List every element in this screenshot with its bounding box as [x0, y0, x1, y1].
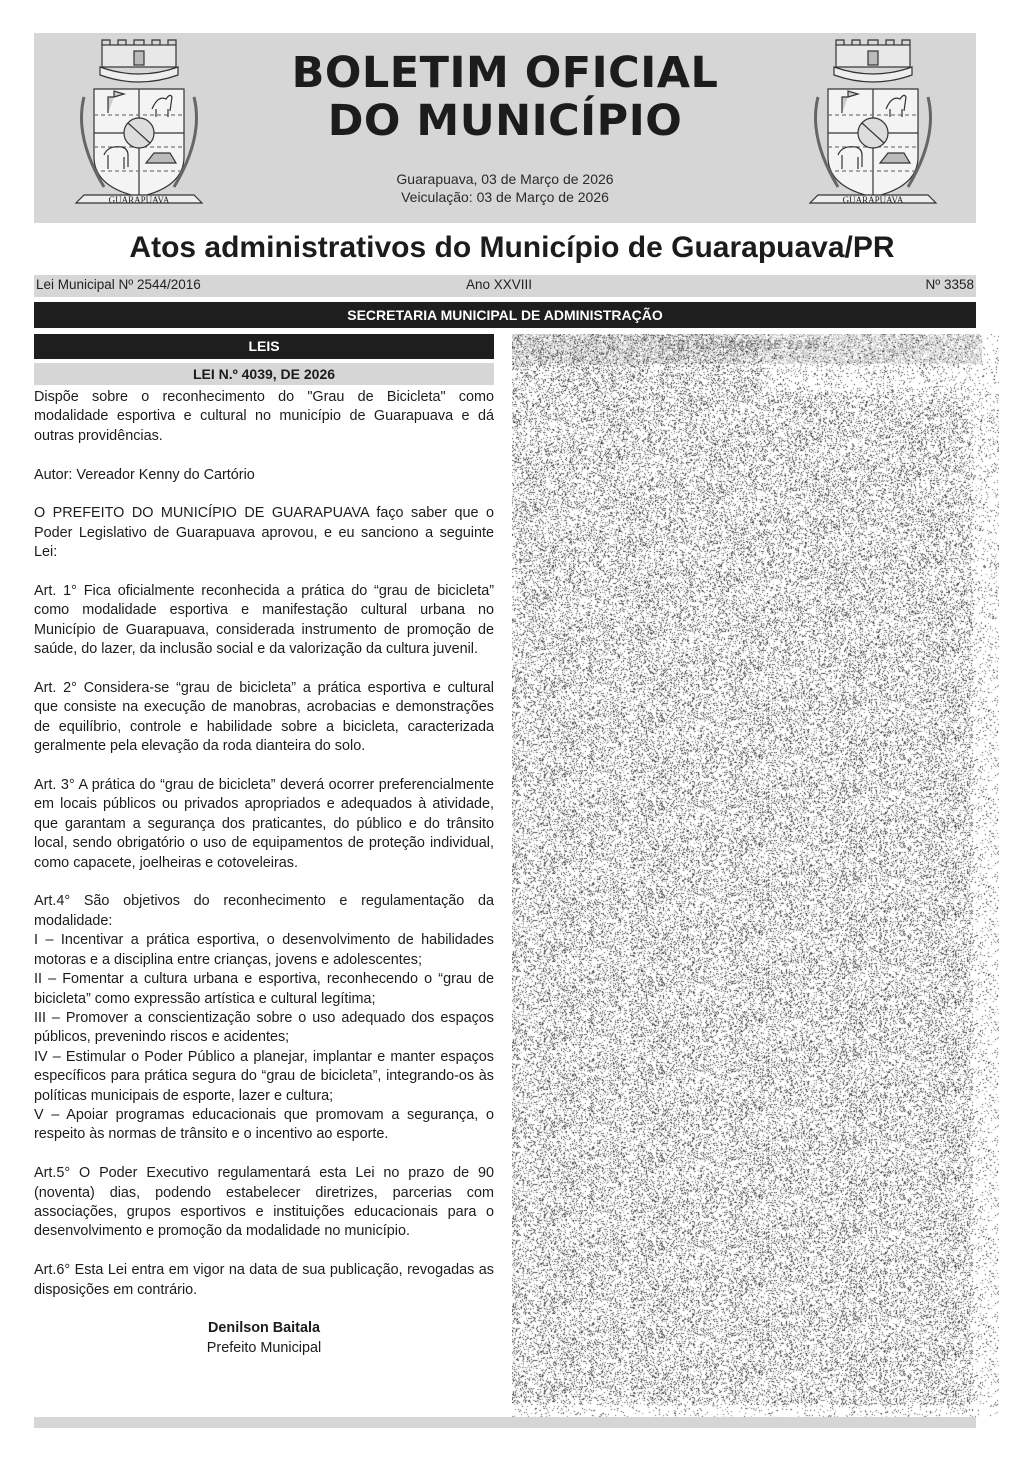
article-3: Art. 3° A prática do “grau de bicicleta” deverá ocorrer preferencialmente em locais públicos ou privados apropriados e adequados à atividade, que garantam a segurança dos praticantes, do público e do trânsito local, sendo obrigatório o uso de equipamentos de proteção individual, como capacete, joelheiras e cotoveleiras. [34, 777, 494, 871]
article-5: Art.5° O Poder Executivo regulamentará esta Lei no prazo de 90 (noventa) dias, podendo estabelecer diretrizes, parcerias com associações, grupos esportivos e instituições educacionais para o desenvolvimento e promoção da modalidade no município. [34, 1165, 494, 1240]
masthead [34, 33, 976, 223]
law-preamble: O PREFEITO DO MUNICÍPIO DE GUARAPUAVA faço saber que o Poder Legislativo de Guarapuava aprovou, e eu sanciono a seguinte Lei: [34, 505, 494, 561]
footer-bar [34, 1417, 976, 1428]
issue-number: Nº 3358 [925, 277, 974, 292]
article-4-item: II – Fomentar a cultura urbana e esportiva, reconhecendo o “grau de bicicleta” como expressão artística e cultural legítima; [34, 971, 494, 1007]
article-4-item: III – Promover a conscientização sobre o uso adequado dos espaços públicos, prevenindo riscos e acidentes; [34, 1009, 494, 1046]
section-header: SECRETARIA MUNICIPAL DE ADMINISTRAÇÃO [34, 302, 976, 328]
circulation-date: Veiculação: 03 de Março de 2026 [401, 189, 609, 205]
law-ementa: Dispõe sobre o reconhecimento do "Grau de Bicicleta" como modalidade esportiva e cultural no município de Guarapuava e dá outras providências. [34, 389, 494, 444]
article-2: Art. 2° Considera-se “grau de bicicleta” a prática esportiva e cultural que consiste na execução de manobras, acrobacias e demonstrações de equilíbrio, controle e habilidade sobre a bicicleta, caracterizada geralmente pela elevação da roda dianteira do solo. [34, 680, 494, 755]
signature-block [34, 1319, 494, 1358]
category-header: LEIS [34, 334, 494, 359]
law-text-column [34, 388, 494, 1358]
article-4-item: V – Apoiar programas educacionais que promovam a segurança, o respeito às normas de trânsito e o incentivo ao esporte. [34, 1106, 494, 1143]
crest-ribbon-text: GUARAPUAVA [842, 195, 904, 205]
law-title: LEI N.º 4039, DE 2026 [34, 363, 494, 385]
obscured-right-column [512, 334, 999, 1418]
law-reference: Lei Municipal Nº 2544/2016 [36, 277, 201, 292]
issue-meta-bar [34, 275, 976, 297]
municipal-crest-right [798, 37, 948, 219]
signatory-name: Denilson Baitala [208, 1320, 320, 1337]
article-4 [34, 892, 494, 1144]
year-label: Ano XXVIII [466, 277, 533, 292]
title-line-1: BOLETIM OFICIAL [291, 48, 719, 98]
noise-texture [512, 334, 999, 1418]
article-4-intro: Art.4° São objetivos do reconhecimento e regulamentação da modalidade: [34, 893, 494, 929]
law-author: Autor: Vereador Kenny do Cartório [34, 466, 255, 483]
article-1: Art. 1° Fica oficialmente reconhecida a prática do “grau de bicicleta” como modalidade esportiva e manifestação cultural urbana no Município de Guarapuava, considerada instrumento de promoção de saúde, do lazer, da inclusão social e da valorização da cultura juvenil. [34, 583, 494, 658]
article-4-item: I – Incentivar a prática esportiva, o desenvolvimento de habilidades motoras e a disciplina entre crianças, jovens e adolescentes; [34, 932, 494, 968]
publication-date: Guarapuava, 03 de Março de 2026 [396, 171, 614, 187]
page-subtitle: Atos administrativos do Município de Guarapuava/PR [129, 231, 895, 264]
article-4-item: IV – Estimular o Poder Público a planejar, implantar e manter espaços específicos para prática segura do “grau de bicicleta”, integrando-os às políticas municipais de esporte, lazer e cultura; [34, 1048, 494, 1104]
crest-ribbon-text: GUARAPUAVA [108, 195, 170, 205]
title-line-2: DO MUNICÍPIO [327, 96, 683, 146]
obscured-law-title: LEI N.º 4040, DE 2026 [667, 337, 821, 352]
article-6: Art.6° Esta Lei entra em vigor na data de sua publicação, revogadas as disposições em contrário. [34, 1262, 494, 1298]
signatory-role: Prefeito Municipal [206, 1339, 322, 1356]
